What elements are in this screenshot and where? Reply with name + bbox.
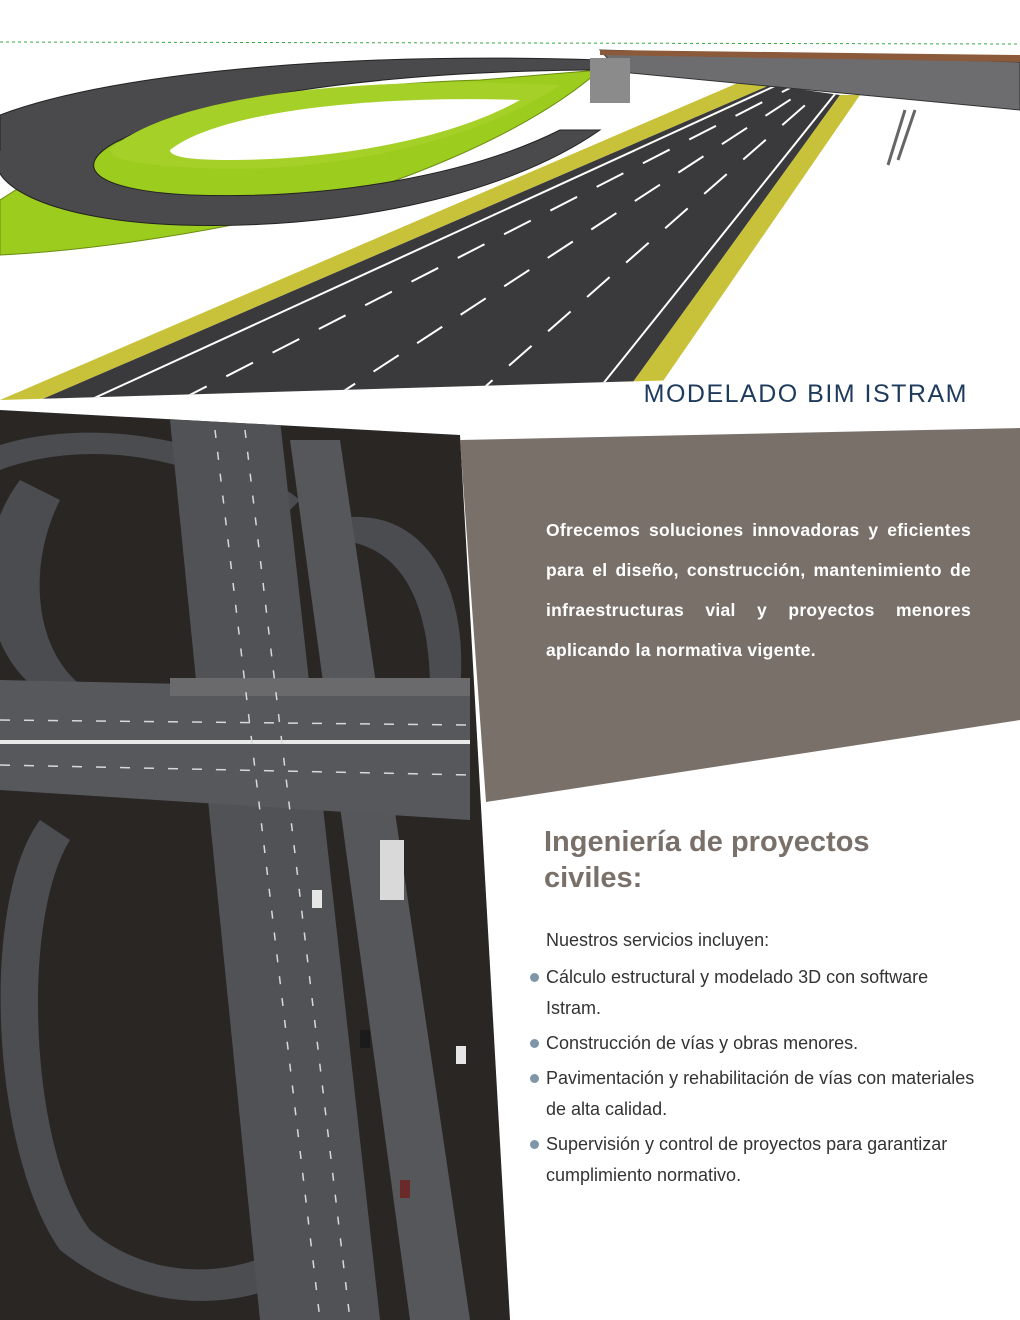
service-item <box>528 1129 988 1191</box>
caption-title: MODELADO BIM ISTRAM <box>643 380 968 408</box>
service-text: Pavimentación y rehabilitación de vías con materiales de alta calidad. <box>546 1068 975 1119</box>
service-text: Construcción de vías y obras menores. <box>546 1033 859 1053</box>
heading-line-2: civiles: <box>544 862 643 894</box>
services-list <box>528 962 988 1195</box>
service-text: Cálculo estructural y modelado 3D con software Istram. <box>546 967 929 1018</box>
bullet-icon <box>530 973 539 982</box>
service-item <box>528 1063 988 1125</box>
bullet-icon <box>530 1074 539 1083</box>
heading-line-1: Ingeniería de proyectos <box>544 826 870 858</box>
section-heading <box>544 824 944 896</box>
bullet-icon <box>530 1039 539 1048</box>
service-text: Supervisión y control de proyectos para garantizar cumplimiento normativo. <box>546 1134 948 1185</box>
service-item <box>528 962 988 1024</box>
bullet-icon <box>530 1140 539 1149</box>
services-intro: Nuestros servicios incluyen: <box>546 930 770 950</box>
intro-paragraph: Ofrecemos soluciones innovadoras y eficientes para el diseño, construcción, mantenimiento de infraestructuras vial y proyectos menores aplicando la normativa vigente. <box>546 520 971 660</box>
service-item <box>528 1028 988 1059</box>
